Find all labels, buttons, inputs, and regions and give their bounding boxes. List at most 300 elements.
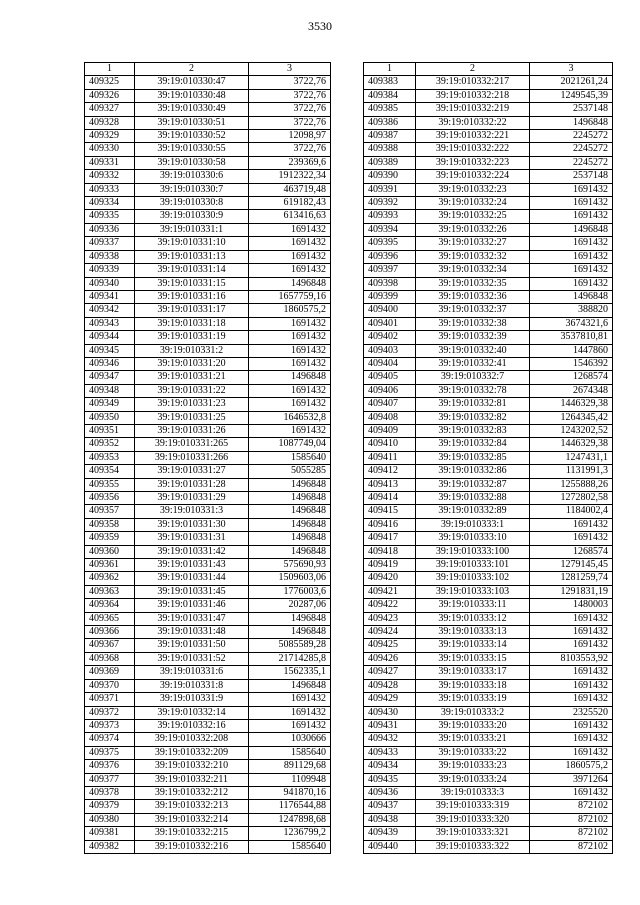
cadastral-number-cell: 39:19:010332:87	[416, 478, 530, 491]
value-cell: 3722,76	[249, 116, 331, 129]
value-cell: 1546392	[530, 357, 613, 370]
table-row	[85, 706, 331, 719]
value-cell: 1291831,19	[530, 585, 613, 598]
table-row	[364, 840, 613, 853]
table-row	[85, 451, 331, 464]
value-cell: 872102	[530, 827, 613, 840]
table-row	[364, 143, 613, 156]
cadastral-number-cell: 39:19:010333:20	[416, 719, 530, 732]
table-row	[364, 639, 613, 652]
value-cell: 1691432	[249, 719, 331, 732]
cadastral-number-cell: 39:19:010333:2	[416, 706, 530, 719]
table-row	[364, 559, 613, 572]
column-header: 2	[416, 63, 530, 76]
record-number-cell: 409397	[364, 264, 416, 277]
table-row	[85, 143, 331, 156]
table-row	[364, 572, 613, 585]
record-number-cell: 409326	[85, 89, 135, 102]
value-cell: 3971264	[530, 773, 613, 786]
record-number-cell: 409384	[364, 89, 416, 102]
record-number-cell: 409353	[85, 451, 135, 464]
table-row	[85, 639, 331, 652]
table-row	[85, 746, 331, 759]
cadastral-number-cell: 39:19:010332:85	[416, 451, 530, 464]
table-row	[364, 612, 613, 625]
record-number-cell: 409399	[364, 290, 416, 303]
cadastral-number-cell: 39:19:010332:221	[416, 130, 530, 143]
value-cell: 3722,76	[249, 143, 331, 156]
value-cell: 1268574	[530, 545, 613, 558]
cadastral-number-cell: 39:19:010331:20	[135, 357, 249, 370]
table-row	[364, 384, 613, 397]
cadastral-number-cell: 39:19:010333:15	[416, 652, 530, 665]
table-row	[364, 250, 613, 263]
cadastral-number-cell: 39:19:010331:266	[135, 451, 249, 464]
cadastral-number-cell: 39:19:010330:51	[135, 116, 249, 129]
value-cell: 1691432	[249, 250, 331, 263]
cadastral-number-cell: 39:19:010333:24	[416, 773, 530, 786]
table-row	[85, 840, 331, 853]
record-number-cell: 409332	[85, 170, 135, 183]
table-row	[85, 424, 331, 437]
cadastral-number-cell: 39:19:010331:26	[135, 424, 249, 437]
record-number-cell: 409433	[364, 746, 416, 759]
cadastral-number-cell: 39:19:010331:14	[135, 264, 249, 277]
table-row	[85, 719, 331, 732]
record-number-cell: 409413	[364, 478, 416, 491]
value-cell: 1176544,88	[249, 800, 331, 813]
table-row	[364, 545, 613, 558]
cadastral-number-cell: 39:19:010333:102	[416, 572, 530, 585]
table-row	[364, 170, 613, 183]
record-number-cell: 409412	[364, 465, 416, 478]
table-row	[85, 800, 331, 813]
value-cell: 1691432	[530, 786, 613, 799]
column-header: 1	[85, 63, 135, 76]
value-cell: 1446329,38	[530, 398, 613, 411]
cadastral-number-cell: 39:19:010331:15	[135, 277, 249, 290]
table-row	[364, 89, 613, 102]
record-number-cell: 409358	[85, 518, 135, 531]
record-number-cell: 409431	[364, 719, 416, 732]
value-cell: 1691432	[530, 210, 613, 223]
record-number-cell: 409374	[85, 733, 135, 746]
table-row	[364, 478, 613, 491]
cadastral-number-cell: 39:19:010330:9	[135, 210, 249, 223]
column-header: 2	[135, 63, 249, 76]
table-row	[85, 465, 331, 478]
record-number-cell: 409409	[364, 424, 416, 437]
value-cell: 1585640	[249, 840, 331, 853]
value-cell: 8103553,92	[530, 652, 613, 665]
cadastral-number-cell: 39:19:010332:41	[416, 357, 530, 370]
cadastral-number-cell: 39:19:010332:81	[416, 398, 530, 411]
record-number-cell: 409420	[364, 572, 416, 585]
cadastral-number-cell: 39:19:010332:215	[135, 827, 249, 840]
record-number-cell: 409406	[364, 384, 416, 397]
record-number-cell: 409368	[85, 652, 135, 665]
table-row	[85, 304, 331, 317]
table-row	[364, 411, 613, 424]
value-cell: 1243202,52	[530, 424, 613, 437]
record-number-cell: 409372	[85, 706, 135, 719]
record-number-cell: 409435	[364, 773, 416, 786]
table-row	[364, 800, 613, 813]
cadastral-number-cell: 39:19:010331:6	[135, 666, 249, 679]
value-cell: 1496848	[530, 116, 613, 129]
value-cell: 1691432	[249, 264, 331, 277]
cadastral-number-cell: 39:19:010332:84	[416, 438, 530, 451]
table-row	[85, 130, 331, 143]
cadastral-number-cell: 39:19:010332:213	[135, 800, 249, 813]
value-cell: 1272802,58	[530, 492, 613, 505]
register-table-left	[84, 62, 331, 854]
value-cell: 1691432	[249, 331, 331, 344]
table-row	[364, 357, 613, 370]
table-row	[364, 156, 613, 169]
value-cell: 1691432	[530, 277, 613, 290]
cadastral-number-cell: 39:19:010333:321	[416, 827, 530, 840]
record-number-cell: 409359	[85, 532, 135, 545]
value-cell: 1249545,39	[530, 89, 613, 102]
value-cell: 2537148	[530, 103, 613, 116]
record-number-cell: 409382	[85, 840, 135, 853]
value-cell: 1496848	[249, 612, 331, 625]
record-number-cell: 409379	[85, 800, 135, 813]
table-row	[85, 827, 331, 840]
record-number-cell: 409370	[85, 679, 135, 692]
value-cell: 1562335,1	[249, 666, 331, 679]
cadastral-number-cell: 39:19:010331:42	[135, 545, 249, 558]
value-cell: 239369,6	[249, 156, 331, 169]
record-number-cell: 409434	[364, 760, 416, 773]
table-row	[85, 384, 331, 397]
table-row	[364, 103, 613, 116]
cadastral-number-cell: 39:19:010332:34	[416, 264, 530, 277]
table-row	[364, 223, 613, 236]
cadastral-number-cell: 39:19:010332:82	[416, 411, 530, 424]
record-number-cell: 409369	[85, 666, 135, 679]
record-number-cell: 409357	[85, 505, 135, 518]
cadastral-number-cell: 39:19:010331:10	[135, 237, 249, 250]
record-number-cell: 409361	[85, 559, 135, 572]
table-row	[85, 773, 331, 786]
cadastral-number-cell: 39:19:010333:18	[416, 679, 530, 692]
table-row	[85, 76, 331, 89]
record-number-cell: 409350	[85, 411, 135, 424]
value-cell: 1691432	[530, 733, 613, 746]
record-number-cell: 409330	[85, 143, 135, 156]
cadastral-number-cell: 39:19:010332:24	[416, 197, 530, 210]
record-number-cell: 409415	[364, 505, 416, 518]
record-number-cell: 409408	[364, 411, 416, 424]
value-cell: 1691432	[530, 237, 613, 250]
cadastral-number-cell: 39:19:010331:25	[135, 411, 249, 424]
value-cell: 3674321,6	[530, 317, 613, 330]
value-cell: 3537810,81	[530, 331, 613, 344]
record-number-cell: 409437	[364, 800, 416, 813]
cadastral-number-cell: 39:19:010332:218	[416, 89, 530, 102]
cadastral-number-cell: 39:19:010331:47	[135, 612, 249, 625]
record-number-cell: 409343	[85, 317, 135, 330]
value-cell: 1860575,2	[249, 304, 331, 317]
table-row	[85, 197, 331, 210]
cadastral-number-cell: 39:19:010332:217	[416, 76, 530, 89]
table-row	[85, 156, 331, 169]
cadastral-number-cell: 39:19:010333:23	[416, 760, 530, 773]
cadastral-number-cell: 39:19:010332:40	[416, 344, 530, 357]
value-cell: 941870,16	[249, 786, 331, 799]
value-cell: 12098,97	[249, 130, 331, 143]
record-number-cell: 409395	[364, 237, 416, 250]
value-cell: 1496848	[249, 532, 331, 545]
value-cell: 1691432	[530, 197, 613, 210]
record-number-cell: 409418	[364, 545, 416, 558]
table-row	[85, 666, 331, 679]
cadastral-number-cell: 39:19:010333:14	[416, 639, 530, 652]
table-row	[85, 398, 331, 411]
cadastral-number-cell: 39:19:010331:19	[135, 331, 249, 344]
value-cell: 1496848	[530, 223, 613, 236]
cadastral-number-cell: 39:19:010332:22	[416, 116, 530, 129]
value-cell: 1691432	[530, 666, 613, 679]
column-header: 1	[364, 63, 416, 76]
value-cell: 2245272	[530, 130, 613, 143]
value-cell: 1236799,2	[249, 827, 331, 840]
record-number-cell: 409401	[364, 317, 416, 330]
value-cell: 1247431,1	[530, 451, 613, 464]
cadastral-number-cell: 39:19:010332:39	[416, 331, 530, 344]
record-number-cell: 409356	[85, 492, 135, 505]
value-cell: 1691432	[530, 264, 613, 277]
table-row	[85, 760, 331, 773]
value-cell: 1496848	[249, 371, 331, 384]
cadastral-number-cell: 39:19:010332:23	[416, 183, 530, 196]
value-cell: 5085589,28	[249, 639, 331, 652]
table-row	[364, 679, 613, 692]
value-cell: 1776003,6	[249, 585, 331, 598]
cadastral-number-cell: 39:19:010332:26	[416, 223, 530, 236]
cadastral-number-cell: 39:19:010331:28	[135, 478, 249, 491]
record-number-cell: 409349	[85, 398, 135, 411]
record-number-cell: 409373	[85, 719, 135, 732]
record-number-cell: 409392	[364, 197, 416, 210]
page-number: 3530	[308, 19, 332, 33]
table-row	[364, 304, 613, 317]
value-cell: 1691432	[530, 693, 613, 706]
cadastral-number-cell: 39:19:010331:50	[135, 639, 249, 652]
record-number-cell: 409339	[85, 264, 135, 277]
value-cell: 1691432	[530, 532, 613, 545]
value-cell: 2245272	[530, 143, 613, 156]
cadastral-number-cell: 39:19:010332:211	[135, 773, 249, 786]
cadastral-number-cell: 39:19:010331:45	[135, 585, 249, 598]
cadastral-number-cell: 39:19:010331:31	[135, 532, 249, 545]
cadastral-number-cell: 39:19:010331:13	[135, 250, 249, 263]
cadastral-number-cell: 39:19:010332:209	[135, 746, 249, 759]
value-cell: 1585640	[249, 451, 331, 464]
record-number-cell: 409423	[364, 612, 416, 625]
record-number-cell: 409347	[85, 371, 135, 384]
record-number-cell: 409417	[364, 532, 416, 545]
value-cell: 20287,06	[249, 599, 331, 612]
table-row	[364, 331, 613, 344]
cadastral-number-cell: 39:19:010332:37	[416, 304, 530, 317]
cadastral-number-cell: 39:19:010331:3	[135, 505, 249, 518]
value-cell: 619182,43	[249, 197, 331, 210]
table-row	[364, 290, 613, 303]
table-row	[85, 331, 331, 344]
record-number-cell: 409404	[364, 357, 416, 370]
cadastral-number-cell: 39:19:010331:265	[135, 438, 249, 451]
value-cell: 891129,68	[249, 760, 331, 773]
cadastral-number-cell: 39:19:010332:216	[135, 840, 249, 853]
table-row	[85, 585, 331, 598]
record-number-cell: 409340	[85, 277, 135, 290]
value-cell: 1264345,42	[530, 411, 613, 424]
table-row	[364, 371, 613, 384]
record-number-cell: 409387	[364, 130, 416, 143]
value-cell: 1691432	[249, 384, 331, 397]
value-cell: 872102	[530, 840, 613, 853]
cadastral-number-cell: 39:19:010331:2	[135, 344, 249, 357]
value-cell: 2245272	[530, 156, 613, 169]
value-cell: 1691432	[530, 679, 613, 692]
table-row	[364, 451, 613, 464]
value-cell: 872102	[530, 800, 613, 813]
cadastral-number-cell: 39:19:010331:44	[135, 572, 249, 585]
record-number-cell: 409426	[364, 652, 416, 665]
value-cell: 1691432	[249, 693, 331, 706]
cadastral-number-cell: 39:19:010333:11	[416, 599, 530, 612]
record-number-cell: 409377	[85, 773, 135, 786]
table-row	[85, 626, 331, 639]
record-number-cell: 409389	[364, 156, 416, 169]
record-number-cell: 409338	[85, 250, 135, 263]
value-cell: 5055285	[249, 465, 331, 478]
record-number-cell: 409351	[85, 424, 135, 437]
table-row	[85, 652, 331, 665]
table-row	[364, 317, 613, 330]
record-number-cell: 409396	[364, 250, 416, 263]
cadastral-number-cell: 39:19:010331:30	[135, 518, 249, 531]
table-row	[364, 719, 613, 732]
record-number-cell: 409378	[85, 786, 135, 799]
table-row	[85, 545, 331, 558]
cadastral-number-cell: 39:19:010333:19	[416, 693, 530, 706]
cadastral-number-cell: 39:19:010332:208	[135, 733, 249, 746]
value-cell: 2537148	[530, 170, 613, 183]
cadastral-number-cell: 39:19:010333:101	[416, 559, 530, 572]
value-cell: 1496848	[530, 290, 613, 303]
table-row	[85, 733, 331, 746]
value-cell: 1268574	[530, 371, 613, 384]
table-row	[85, 277, 331, 290]
cadastral-number-cell: 39:19:010333:1	[416, 518, 530, 531]
cadastral-number-cell: 39:19:010331:29	[135, 492, 249, 505]
value-cell: 1691432	[249, 223, 331, 236]
table-row	[364, 130, 613, 143]
record-number-cell: 409371	[85, 693, 135, 706]
value-cell: 1691432	[249, 706, 331, 719]
record-number-cell: 409390	[364, 170, 416, 183]
value-cell: 2674348	[530, 384, 613, 397]
table-row	[85, 786, 331, 799]
cadastral-number-cell: 39:19:010332:89	[416, 505, 530, 518]
record-number-cell: 409436	[364, 786, 416, 799]
table-header-row	[85, 63, 331, 76]
record-number-cell: 409421	[364, 585, 416, 598]
cadastral-number-cell: 39:19:010332:32	[416, 250, 530, 263]
record-number-cell: 409429	[364, 693, 416, 706]
table-row	[364, 773, 613, 786]
cadastral-number-cell: 39:19:010332:86	[416, 465, 530, 478]
cadastral-number-cell: 39:19:010331:22	[135, 384, 249, 397]
value-cell: 613416,63	[249, 210, 331, 223]
value-cell: 1496848	[249, 626, 331, 639]
value-cell: 1509603,06	[249, 572, 331, 585]
table-row	[85, 264, 331, 277]
record-number-cell: 409419	[364, 559, 416, 572]
table-row	[85, 290, 331, 303]
record-number-cell: 409394	[364, 223, 416, 236]
table-row	[364, 585, 613, 598]
record-number-cell: 409381	[85, 827, 135, 840]
value-cell: 1279145,45	[530, 559, 613, 572]
value-cell: 1691432	[530, 612, 613, 625]
cadastral-number-cell: 39:19:010330:8	[135, 197, 249, 210]
table-row	[364, 344, 613, 357]
cadastral-number-cell: 39:19:010332:219	[416, 103, 530, 116]
cadastral-number-cell: 39:19:010332:222	[416, 143, 530, 156]
table-row	[85, 532, 331, 545]
table-row	[85, 170, 331, 183]
cadastral-number-cell: 39:19:010333:322	[416, 840, 530, 853]
cadastral-number-cell: 39:19:010333:3	[416, 786, 530, 799]
table-row	[364, 666, 613, 679]
record-number-cell: 409386	[364, 116, 416, 129]
table-row	[85, 411, 331, 424]
cadastral-number-cell: 39:19:010330:49	[135, 103, 249, 116]
record-number-cell: 409354	[85, 465, 135, 478]
record-number-cell: 409360	[85, 545, 135, 558]
record-number-cell: 409416	[364, 518, 416, 531]
record-number-cell: 409428	[364, 679, 416, 692]
table-row	[364, 706, 613, 719]
record-number-cell: 409333	[85, 183, 135, 196]
value-cell: 2021261,24	[530, 76, 613, 89]
value-cell: 872102	[530, 813, 613, 826]
cadastral-number-cell: 39:19:010332:224	[416, 170, 530, 183]
cadastral-number-cell: 39:19:010331:8	[135, 679, 249, 692]
table-row	[85, 357, 331, 370]
cadastral-number-cell: 39:19:010333:103	[416, 585, 530, 598]
record-number-cell: 409432	[364, 733, 416, 746]
table-row	[364, 210, 613, 223]
record-number-cell: 409366	[85, 626, 135, 639]
column-header: 3	[530, 63, 613, 76]
table-row	[85, 693, 331, 706]
cadastral-number-cell: 39:19:010333:17	[416, 666, 530, 679]
table-row	[85, 438, 331, 451]
cadastral-number-cell: 39:19:010333:319	[416, 800, 530, 813]
value-cell: 21714285,8	[249, 652, 331, 665]
table-row	[364, 76, 613, 89]
record-number-cell: 409383	[364, 76, 416, 89]
record-number-cell: 409329	[85, 130, 135, 143]
cadastral-number-cell: 39:19:010332:27	[416, 237, 530, 250]
table-row	[364, 424, 613, 437]
